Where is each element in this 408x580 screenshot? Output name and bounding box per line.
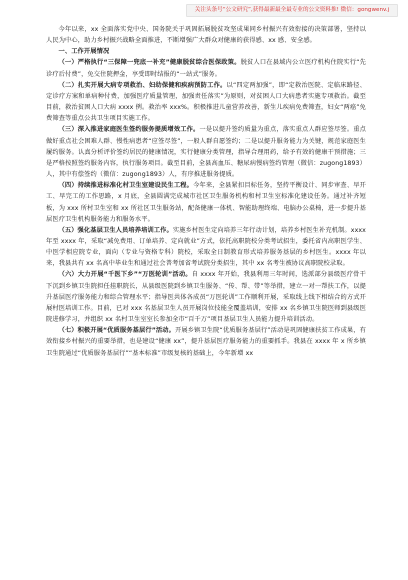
paragraph-text: 今年以来，xx 全面落实党中央、国务院关于巩固拓展脱贫攻坚成果同乡村振兴有效衔接的决策部署，坚持以人民为中心，助力乡村振兴战略全面推进，不断增强广大群众对健康的获得感、xx 感、安全感。 bbox=[46, 26, 366, 45]
paragraph-lead: （二）扎实开展大病专项救治、妇幼保健和疾病预防工作。 bbox=[58, 81, 227, 89]
paragraph-text: 开展乡镇卫生院“优质服务基层行”活动是巩固健康扶贫工作成果，有效衔接乡村振兴的重要举措，也是建设“健康 xx”，提升基层医疗服务能力的重要抓手。我县在 xxxx 年 x 所乡镇卫生院通过“优质服务基层行”“基本标准”市级复核的基础上，今年新增 xx bbox=[46, 327, 366, 357]
paragraph-text: 脱贫人口在县域内公立医疗机构住院实行“先诊疗后付费”，免交住院押金，享受即时结报的“一站式”服务。 bbox=[46, 59, 366, 78]
paragraph-lead: （一）严格执行“三保障一兜底一补充”健康脱贫综合医保政策。 bbox=[58, 59, 241, 67]
paragraph-lead: （四）持续推进标准化村卫生室建设民生工程。 bbox=[58, 182, 194, 190]
paragraph-text: 自 xxxx 年开始，我县利用三年时间，选派部分县级医疗骨干下沉到乡镇卫生院担任挂职院长，从县级医院到乡镇卫生服务、“传、帮、带”等举措，建立一对一帮扶工作，以提升基层医疗服务能力和综合管理水平；指导医共体各成员“万医轮训”工作顺利开展，采取线上线下相结合的方式开展村医培训工作。目前，已对 xxx 名基层卫生人员开展岗位技能全覆盖培训，安排 xx 名乡镇卫生院医师到县级医院进修学习，并组织 xx 名村卫生室室长参加全市“百千万”项目基层卫生人员能力提升培训活动。 bbox=[46, 271, 366, 324]
section-heading bbox=[46, 46, 366, 57]
document-body bbox=[46, 24, 366, 359]
paragraph-text: 一是以提升签约质量为重点，落实重点人群应签尽签。重点做好重点社会困难人群、慢性病患者“应签尽签”，一般人群自愿签约；二是以提升服务能力为关键，规范家庭医生履约服务。认真分析评价签约居民的健康情况，实行健康分类管理，指导合理用药，给予有效的健康干预措施；三是严格按照签约服务内容，执行服务项目。截至目前，全县高血压、糖尿病慢病签约管理（微信：zugong1893）人，其中有偿签约（微信：zugong1893）人，有序推进服务提质。 bbox=[46, 126, 366, 179]
paragraph-intro bbox=[46, 24, 366, 46]
paragraph-item-4 bbox=[46, 180, 366, 225]
paragraph-lead: （六）大力开展“千医下乡”“万医轮训”活动。 bbox=[58, 271, 192, 279]
section-heading-text: 一、工作开展情况 bbox=[58, 48, 110, 56]
paragraph-item-3 bbox=[46, 124, 366, 180]
paragraph-item-1 bbox=[46, 57, 366, 79]
paragraph-lead: （五）强化基层卫生人员培养培训工作。 bbox=[58, 226, 173, 234]
paragraph-lead: （七）积极开展“优质服务基层行”活动。 bbox=[58, 327, 175, 335]
paragraph-lead: （三）深入推进家庭医生签约服务提质增效工作。 bbox=[58, 126, 200, 134]
paragraph-item-7 bbox=[46, 325, 366, 358]
paragraph-item-2 bbox=[46, 80, 366, 125]
paragraph-item-6 bbox=[46, 269, 366, 325]
paragraph-text: 今年来，全县紧扣目标任务，坚持平衡设计、同步审查、早开工、早完工的工作思路，x 月底，全县圆满完成城市社区卫生服务机构和村卫生室标准化建设任务。通过补齐短板，为 xxx 所村卫生室和 xx 所社区卫生服务站，配备健康一体机、智能助理终端、电脑办公桌椅，进一步提升基层医疗卫生机构服务能力和服务水平。 bbox=[46, 182, 366, 223]
paragraph-item-5 bbox=[46, 225, 366, 270]
paragraph-text: 以“四定两加强”，即“定救治医院、定临床路径、定诊疗方案和单病种付费，加强医疗质量管理，加强责任落实”为原则，对贫困人口大病患者实施专项救治。截至目前，救治贫困人口大病 xxxx 例。救治率 xxx%。积极推进儿童营养改善，新生儿疾病免费筛查，妇女“两癌”免费筛查等重点公共卫生项目实施工作。 bbox=[46, 81, 366, 123]
paragraph-text: 实施乡村医生定向培养三年行动计划，培养乡村医生补充机制。xxxx 年至 xxxx 年，采取“减免费用、订单培养、定向就业”方式，依托高职院校分类考试招生，委托省内高职医学生、中医学相应院专业，面向（专业与资格专科）院校，采取全日制教育形式培养服务基层的乡村医生。xxxx 年以来，我县共有 xx 名高中毕业生和通过社会普考加省考试院分类招生，其中 xx 名考生被协议高职院校录取。 bbox=[46, 226, 366, 268]
promo-banner[interactable]: 关注头条号“公文研究”,获得最新最全最专业的公文资料推! 微信：gongwenv.j bbox=[186, 4, 398, 17]
